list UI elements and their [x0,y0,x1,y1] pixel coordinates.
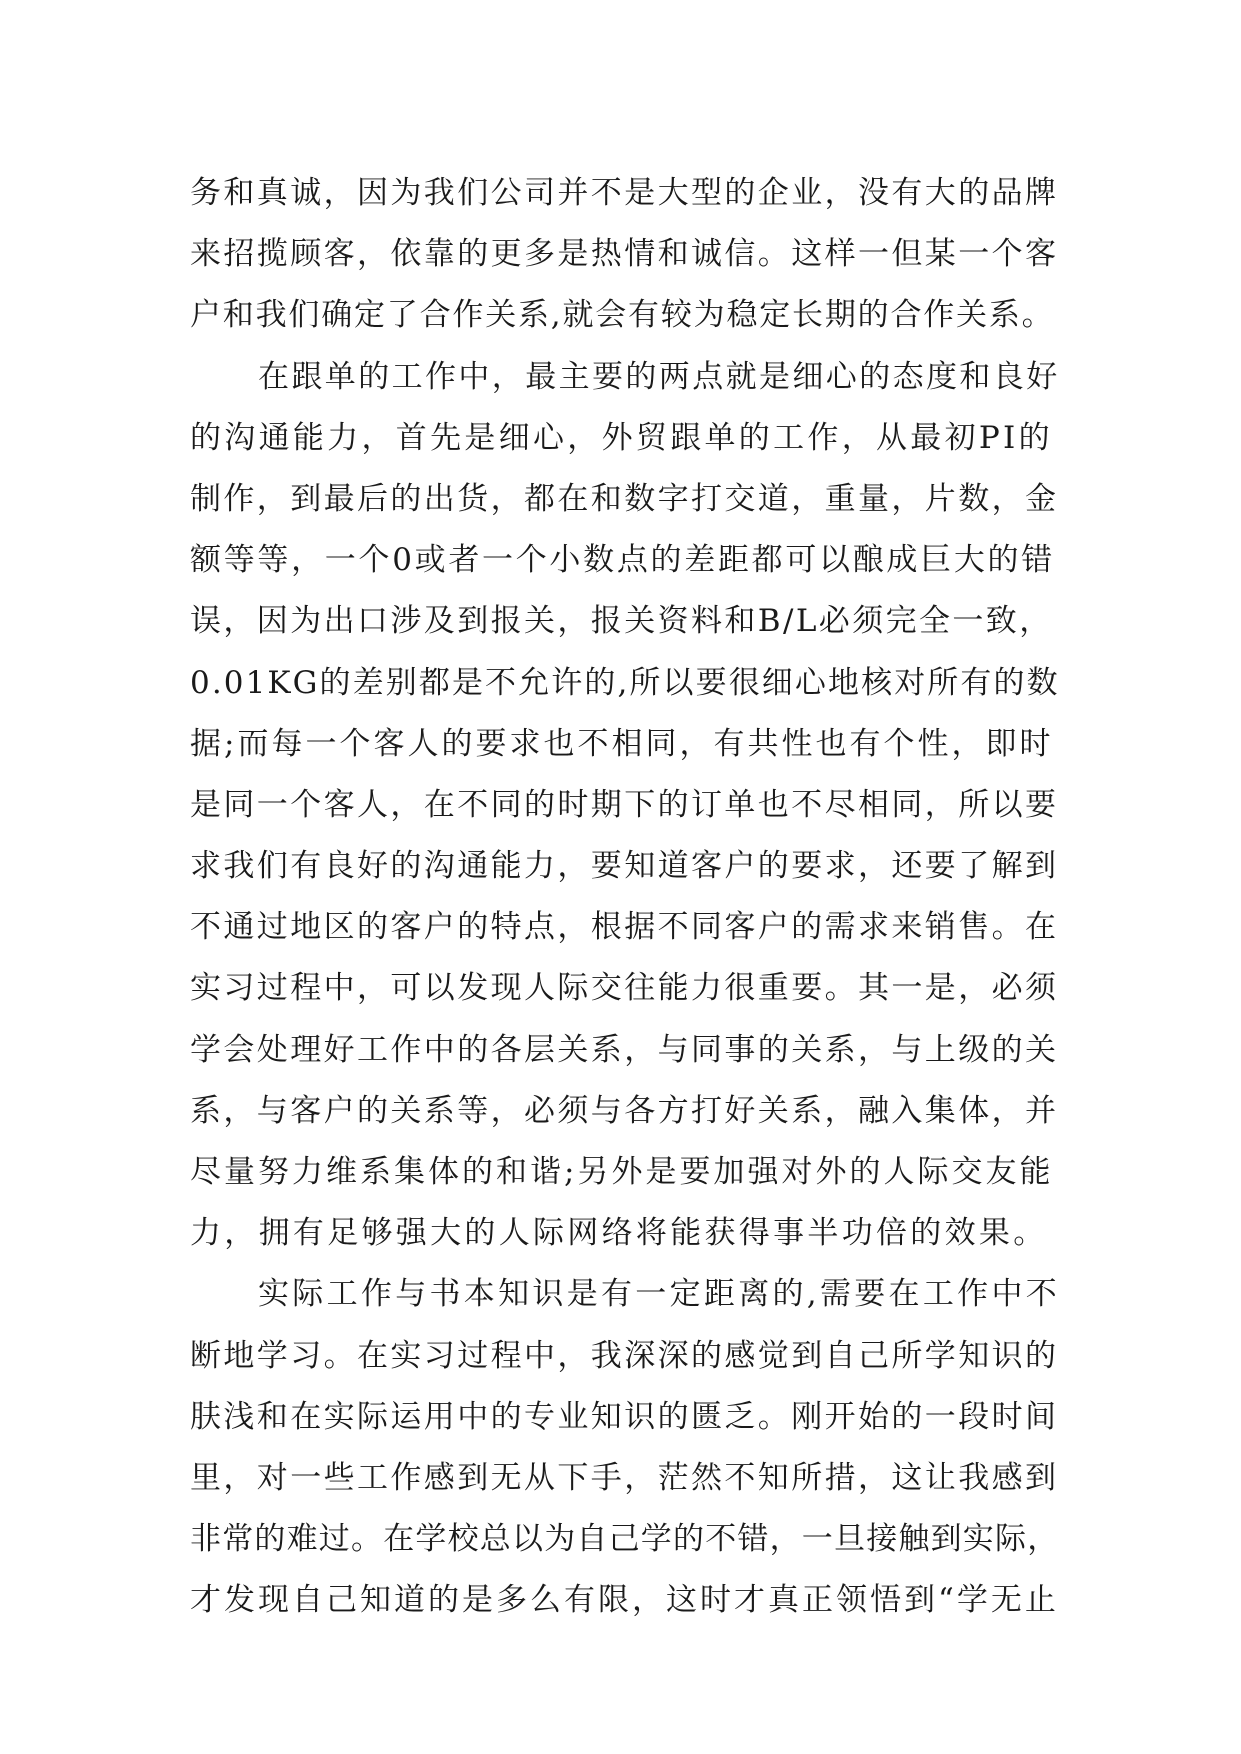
text-line: 不通过地区的客户的特点，根据不同客户的需求来销售。在 [190,909,1059,946]
text-line: 非常的难过。在学校总以为自己学的不错，一旦接触到实际， [190,1521,1060,1558]
text-line: 实习过程中，可以发现人际交往能力很重要。其一是，必须 [190,970,1059,1007]
text-line: 误，因为出口涉及到报关，报关资料和B/L必须完全一致， [190,603,1053,640]
text-line: 的沟通能力，首先是细心，外贸跟单的工作，从最初PI的 [190,419,1053,456]
text-line: 来招揽顾客，依靠的更多是热情和诚信。这样一但某一个客 [190,236,1059,273]
text-line: 才发现自己知道的是多么有限，这时才真正领悟到“学无止 [190,1582,1059,1619]
text-line: 断地学习。在实习过程中，我深深的感觉到自己所学知识的 [190,1337,1059,1374]
text-line: 系，与客户的关系等，必须与各方打好关系，融入集体，并 [190,1092,1059,1129]
text-line: 务和真诚，因为我们公司并不是大型的企业，没有大的品牌 [190,175,1059,211]
text-line: 是同一个客人，在不同的时期下的订单也不尽相同，所以要 [190,786,1059,823]
text-line: 肤浅和在实际运用中的专业知识的匮乏。刚开始的一段时间 [190,1398,1059,1435]
text-line: 据;而每一个客人的要求也不相同，有共性也有个性，即时 [190,725,1054,762]
paragraph-first-line: 在跟单的工作中，最主要的两点就是细心的态度和良好 [258,358,1060,395]
text-line: 求我们有良好的沟通能力，要知道客户的要求，还要了解到 [190,848,1059,885]
text-line: 额等等，一个0或者一个小数点的差距都可以酿成巨大的错 [190,542,1055,579]
paragraph-first-line: 实际工作与书本知识是有一定距离的,需要在工作中不 [258,1276,1061,1313]
text-line: 0.01KG的差别都是不允许的,所以要很细心地核对所有的数 [190,664,1060,701]
text-line: 里，对一些工作感到无从下手，茫然不知所措，这让我感到 [190,1459,1059,1496]
body-text [190,163,1060,1632]
text-line: 制作，到最后的出货，都在和数字打交道，重量，片数，金 [190,480,1059,517]
text-line: 尽量努力维系集体的和谐;另外是要加强对外的人际交友能 [190,1154,1054,1190]
text-line: 力，拥有足够强大的人际网络将能获得事半功倍的效果。 [190,1215,1048,1252]
text-line: 学会处理好工作中的各层关系，与同事的关系，与上级的关 [190,1031,1059,1068]
text-line: 户和我们确定了合作关系,就会有较为稳定长期的合作关系。 [190,297,1055,334]
